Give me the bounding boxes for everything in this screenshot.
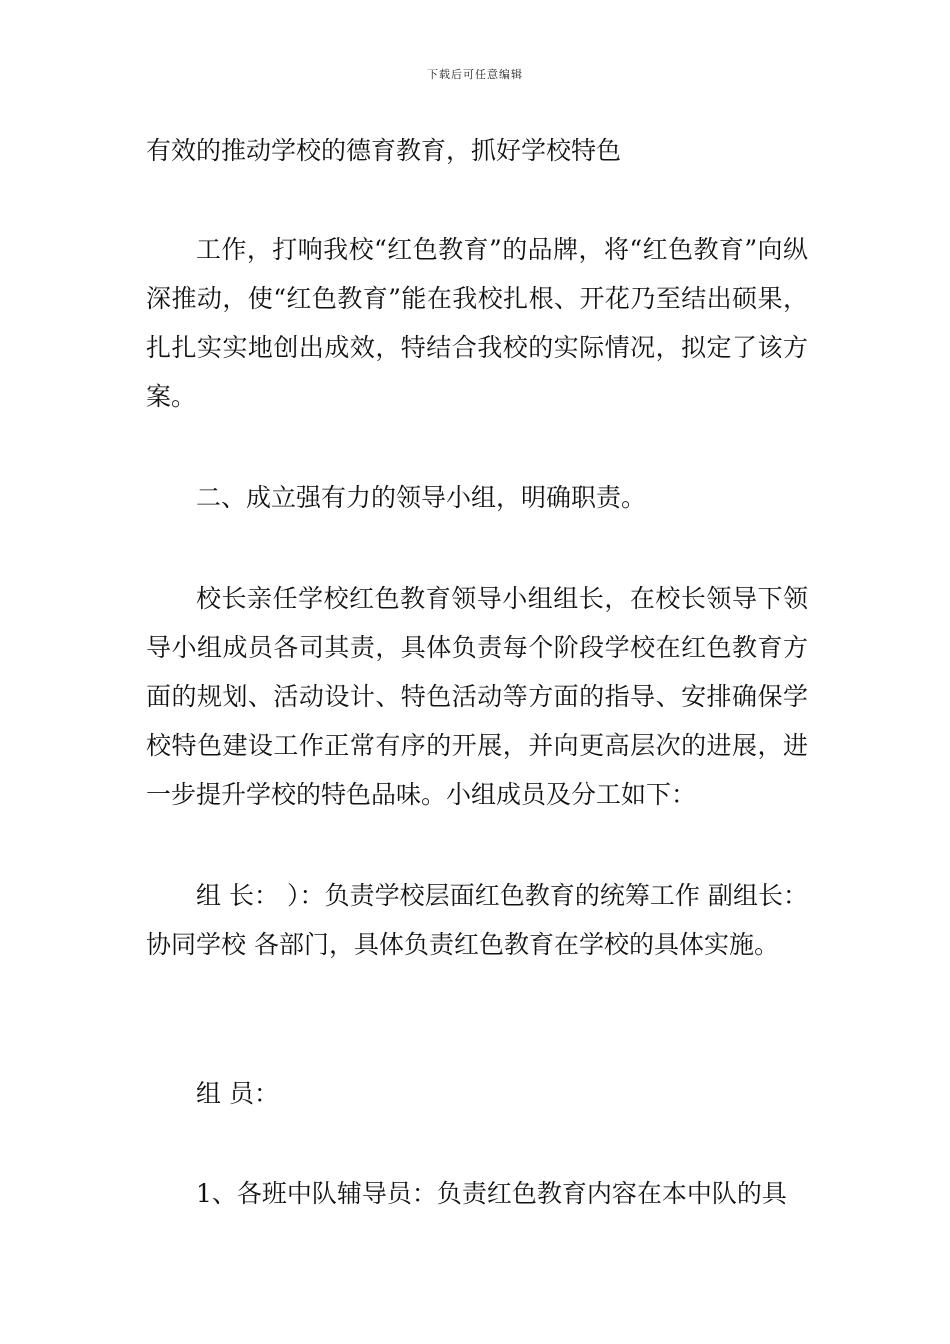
section-heading-leadership-group: 二、成立强有力的领导小组，明确职责。 [196,483,647,512]
paragraph-intro-continuation: 有效的推动学校的德育教育，抓好学校特色 [146,136,622,165]
paragraph-principal-responsibility: 校长亲任学校红色教育领导小组组长，在校长领导下领导小组成员各司其责，具体负责每个阶段学校在红色教育方面的规划、活动设计、特色活动等方面的指导、安排确保学校特色建设工作正常有序的开展，并向更高层次的进展，进一步提升学校的特色品味。小组成员及分工如下： [146,584,808,809]
paragraph-member-item-1: 1、各班中队辅导员：负责红色教育内容在本中队的具 [196,1179,787,1208]
header-note: 下载后可任意编辑 [427,68,523,81]
paragraph-red-education-brand: 工作，打响我校“红色教育”的品牌，将“红色教育”向纵深推动，使“红色教育”能在我校扎根、开花乃至结出硕果，扎扎实实地创出成效，特结合我校的实际情况，拟定了该方案。 [146,235,808,411]
paragraph-group-leader-roles: 组 长： ）：负责学校层面红色教育的统筹工作 副组长： 协同学校 各部门，具体负责红色教育在学校的具体实施。 [146,881,808,959]
paragraph-group-members-label: 组 员： [196,1079,279,1108]
